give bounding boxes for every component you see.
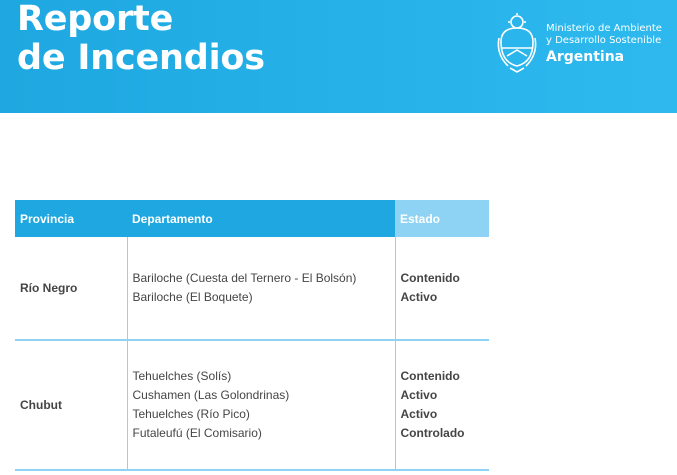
table-row [15, 237, 489, 340]
estado-cell [395, 237, 489, 340]
estado-item: Controlado [400, 426, 465, 440]
departamento-item: Futaleufú (El Comisario) [132, 426, 262, 440]
page-title [17, 0, 265, 78]
departamento-item: Cushamen (Las Golondrinas) [132, 388, 290, 402]
column-header-departamento: Departamento [127, 200, 395, 237]
departamento-item: Bariloche (El Boquete) [132, 290, 253, 304]
departamento-item: Tehuelches (Río Pico) [132, 407, 250, 421]
departamento-item: Bariloche (Cuesta del Ternero - El Bolsón) [132, 271, 357, 285]
table-header-row [15, 200, 489, 237]
ministry-label [546, 23, 662, 67]
departamento-cell [127, 340, 395, 470]
provincia-cell: Chubut [15, 340, 127, 470]
ministry-line-1: Ministerio de Ambiente [546, 23, 662, 34]
country-name: Argentina [546, 49, 625, 65]
table-row [15, 340, 489, 470]
departamento-item: Tehuelches (Solís) [132, 369, 232, 383]
estado-item: Activo [400, 290, 438, 304]
estado-cell [395, 340, 489, 470]
title-line-2: de Incendios [17, 38, 265, 78]
estado-item: Contenido [400, 369, 460, 383]
argentina-coat-of-arms-icon [496, 12, 538, 76]
provincia-cell: Río Negro [15, 237, 127, 340]
column-header-estado: Estado [395, 200, 489, 237]
fires-table [15, 200, 489, 471]
title-line-1: Reporte [17, 0, 174, 39]
departamento-cell [127, 237, 395, 340]
estado-item: Activo [400, 407, 438, 421]
ministry-line-2: y Desarrollo Sostenible [546, 35, 662, 46]
column-header-provincia: Provincia [15, 200, 127, 237]
header-banner [0, 0, 677, 113]
estado-item: Contenido [400, 271, 460, 285]
estado-item: Activo [400, 388, 438, 402]
